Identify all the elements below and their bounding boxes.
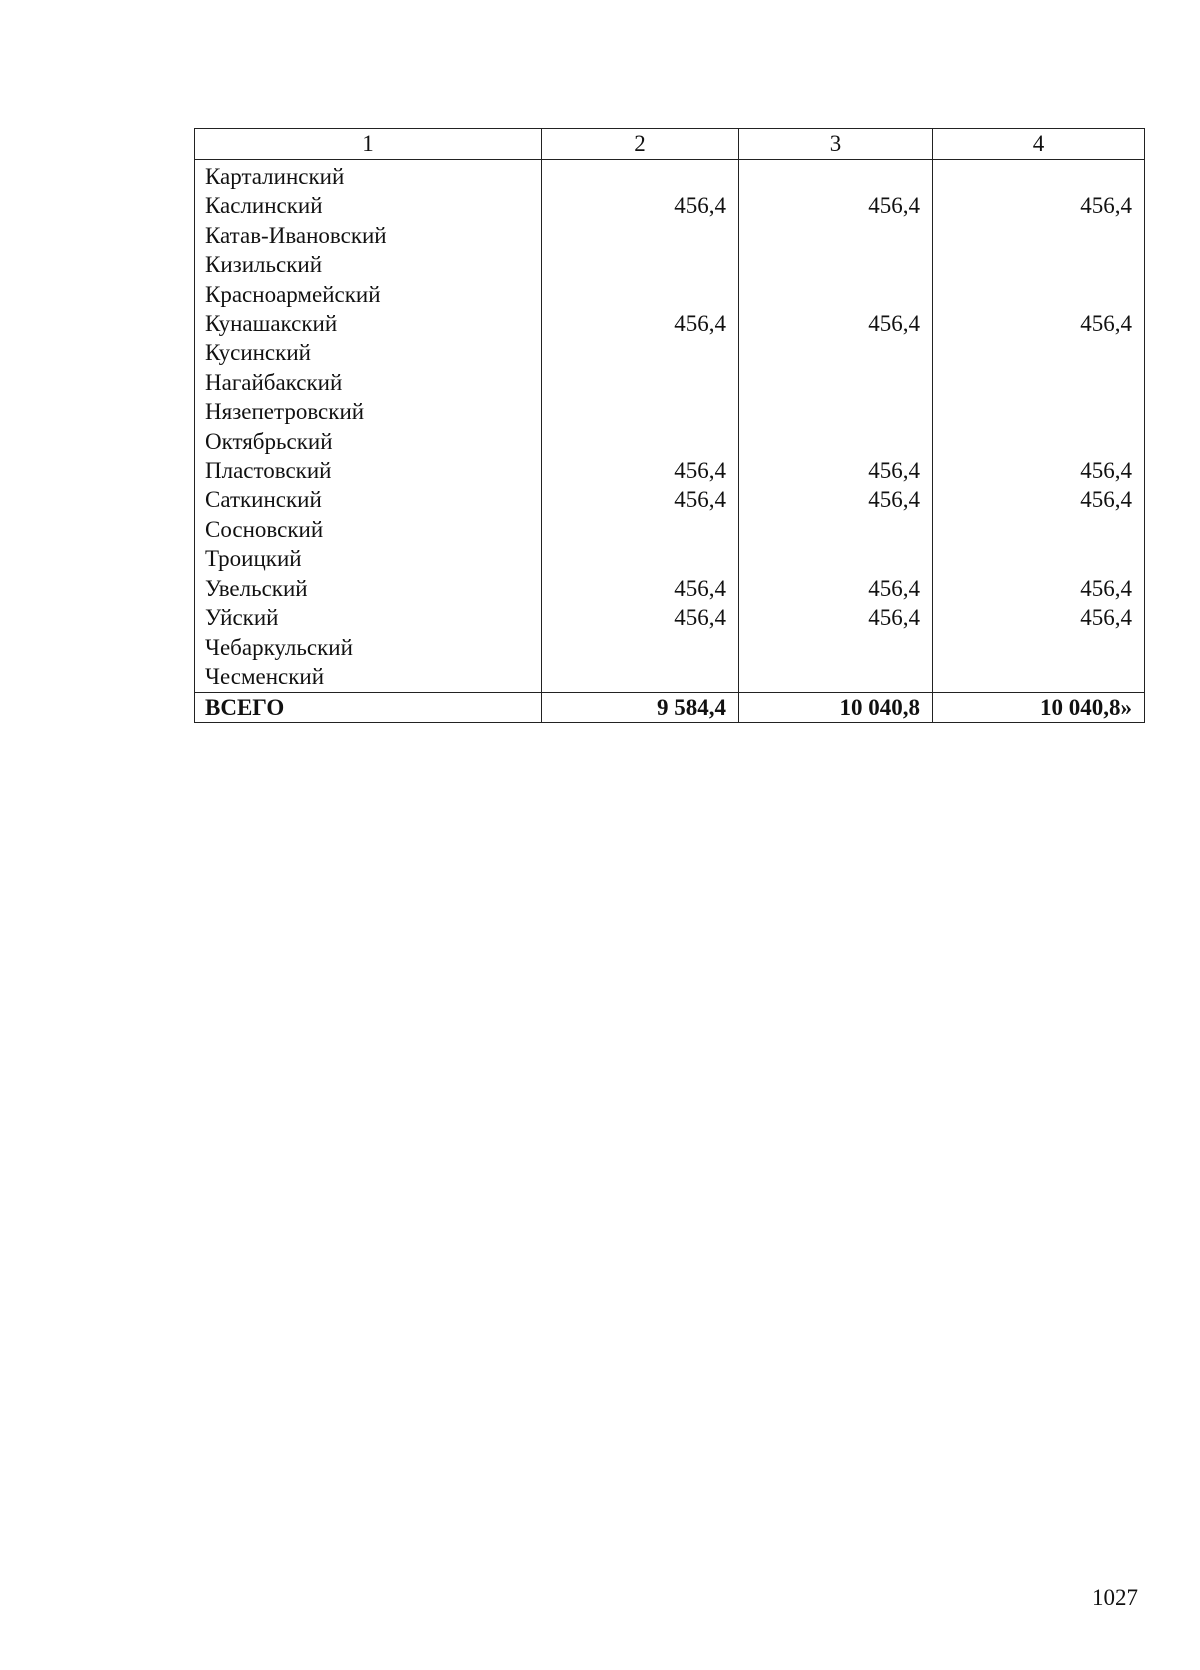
value-col-4: [933, 280, 1145, 309]
value-col-4: [933, 544, 1145, 573]
total-label: ВСЕГО: [195, 693, 542, 723]
district-name: Октябрьский: [195, 427, 542, 456]
table-row: [195, 250, 1145, 279]
table-row: [195, 485, 1145, 514]
value-col-4: [933, 221, 1145, 250]
value-col-3: [739, 662, 933, 693]
district-name: Кизильский: [195, 250, 542, 279]
table-row: [195, 633, 1145, 662]
value-col-3: [739, 280, 933, 309]
value-col-2: [542, 221, 739, 250]
value-col-3: [739, 368, 933, 397]
value-col-2: 456,4: [542, 191, 739, 220]
table-row: [195, 427, 1145, 456]
value-col-4: 456,4: [933, 456, 1145, 485]
value-col-4: [933, 250, 1145, 279]
value-col-2: [542, 280, 739, 309]
column-header-2: 2: [542, 129, 739, 160]
value-col-2: [542, 250, 739, 279]
value-col-4: [933, 515, 1145, 544]
page-number: 1027: [1092, 1585, 1138, 1610]
table-row: [195, 160, 1145, 192]
value-col-4: [933, 662, 1145, 693]
value-col-2: 456,4: [542, 456, 739, 485]
table-row: [195, 280, 1145, 309]
district-name: Чесменский: [195, 662, 542, 693]
column-header-4: 4: [933, 129, 1145, 160]
value-col-2: [542, 544, 739, 573]
total-row: [195, 693, 1145, 723]
value-col-2: [542, 397, 739, 426]
value-col-3: [739, 250, 933, 279]
table-row: [195, 662, 1145, 693]
value-col-2: 456,4: [542, 603, 739, 632]
value-col-2: [542, 427, 739, 456]
value-col-2: [542, 368, 739, 397]
value-col-2: [542, 515, 739, 544]
district-name: Сосновский: [195, 515, 542, 544]
district-name: Кунашакский: [195, 309, 542, 338]
district-name: Троицкий: [195, 544, 542, 573]
value-col-4: 456,4: [933, 574, 1145, 603]
value-col-3: [739, 544, 933, 573]
value-col-4: [933, 160, 1145, 192]
table-row: [195, 456, 1145, 485]
district-name: Катав-Ивановский: [195, 221, 542, 250]
table-row: [195, 191, 1145, 220]
table-row: [195, 309, 1145, 338]
value-col-4: 456,4: [933, 485, 1145, 514]
value-col-3: 456,4: [739, 603, 933, 632]
value-col-3: 456,4: [739, 574, 933, 603]
district-name: Саткинский: [195, 485, 542, 514]
value-col-4: 456,4: [933, 603, 1145, 632]
value-col-2: [542, 338, 739, 367]
value-col-4: [933, 397, 1145, 426]
table-row: [195, 221, 1145, 250]
table-row: [195, 603, 1145, 632]
value-col-2: [542, 160, 739, 192]
value-col-3: [739, 633, 933, 662]
column-header-3: 3: [739, 129, 933, 160]
district-name: Карталинский: [195, 160, 542, 192]
value-col-4: 456,4: [933, 309, 1145, 338]
table-row: [195, 544, 1145, 573]
value-col-4: [933, 633, 1145, 662]
value-col-3: [739, 397, 933, 426]
table-row: [195, 515, 1145, 544]
value-col-2: [542, 633, 739, 662]
value-col-2: [542, 662, 739, 693]
value-col-4: 456,4: [933, 191, 1145, 220]
district-name: Кусинский: [195, 338, 542, 367]
table-row: [195, 368, 1145, 397]
value-col-4: [933, 427, 1145, 456]
table-row: [195, 338, 1145, 367]
district-name: Каслинский: [195, 191, 542, 220]
value-col-3: 456,4: [739, 309, 933, 338]
district-name: Уйский: [195, 603, 542, 632]
district-name: Нагайбакский: [195, 368, 542, 397]
district-name: Увельский: [195, 574, 542, 603]
district-name: Красноармейский: [195, 280, 542, 309]
value-col-3: 456,4: [739, 485, 933, 514]
value-col-3: 456,4: [739, 191, 933, 220]
district-name: Пластовский: [195, 456, 542, 485]
value-col-2: 456,4: [542, 309, 739, 338]
value-col-2: 456,4: [542, 485, 739, 514]
value-col-3: [739, 160, 933, 192]
value-col-2: 456,4: [542, 574, 739, 603]
total-col-2: 9 584,4: [542, 693, 739, 723]
district-name: Нязепетровский: [195, 397, 542, 426]
value-col-3: [739, 338, 933, 367]
value-col-3: [739, 221, 933, 250]
table-row: [195, 574, 1145, 603]
column-header-1: 1: [195, 129, 542, 160]
district-name: Чебаркульский: [195, 633, 542, 662]
value-col-4: [933, 368, 1145, 397]
total-col-4: 10 040,8»: [933, 693, 1145, 723]
header-row: [195, 129, 1145, 160]
value-col-3: 456,4: [739, 456, 933, 485]
value-col-3: [739, 427, 933, 456]
value-col-3: [739, 515, 933, 544]
data-table-container: [194, 128, 1144, 723]
data-table: [194, 128, 1145, 723]
total-col-3: 10 040,8: [739, 693, 933, 723]
table-row: [195, 397, 1145, 426]
value-col-4: [933, 338, 1145, 367]
